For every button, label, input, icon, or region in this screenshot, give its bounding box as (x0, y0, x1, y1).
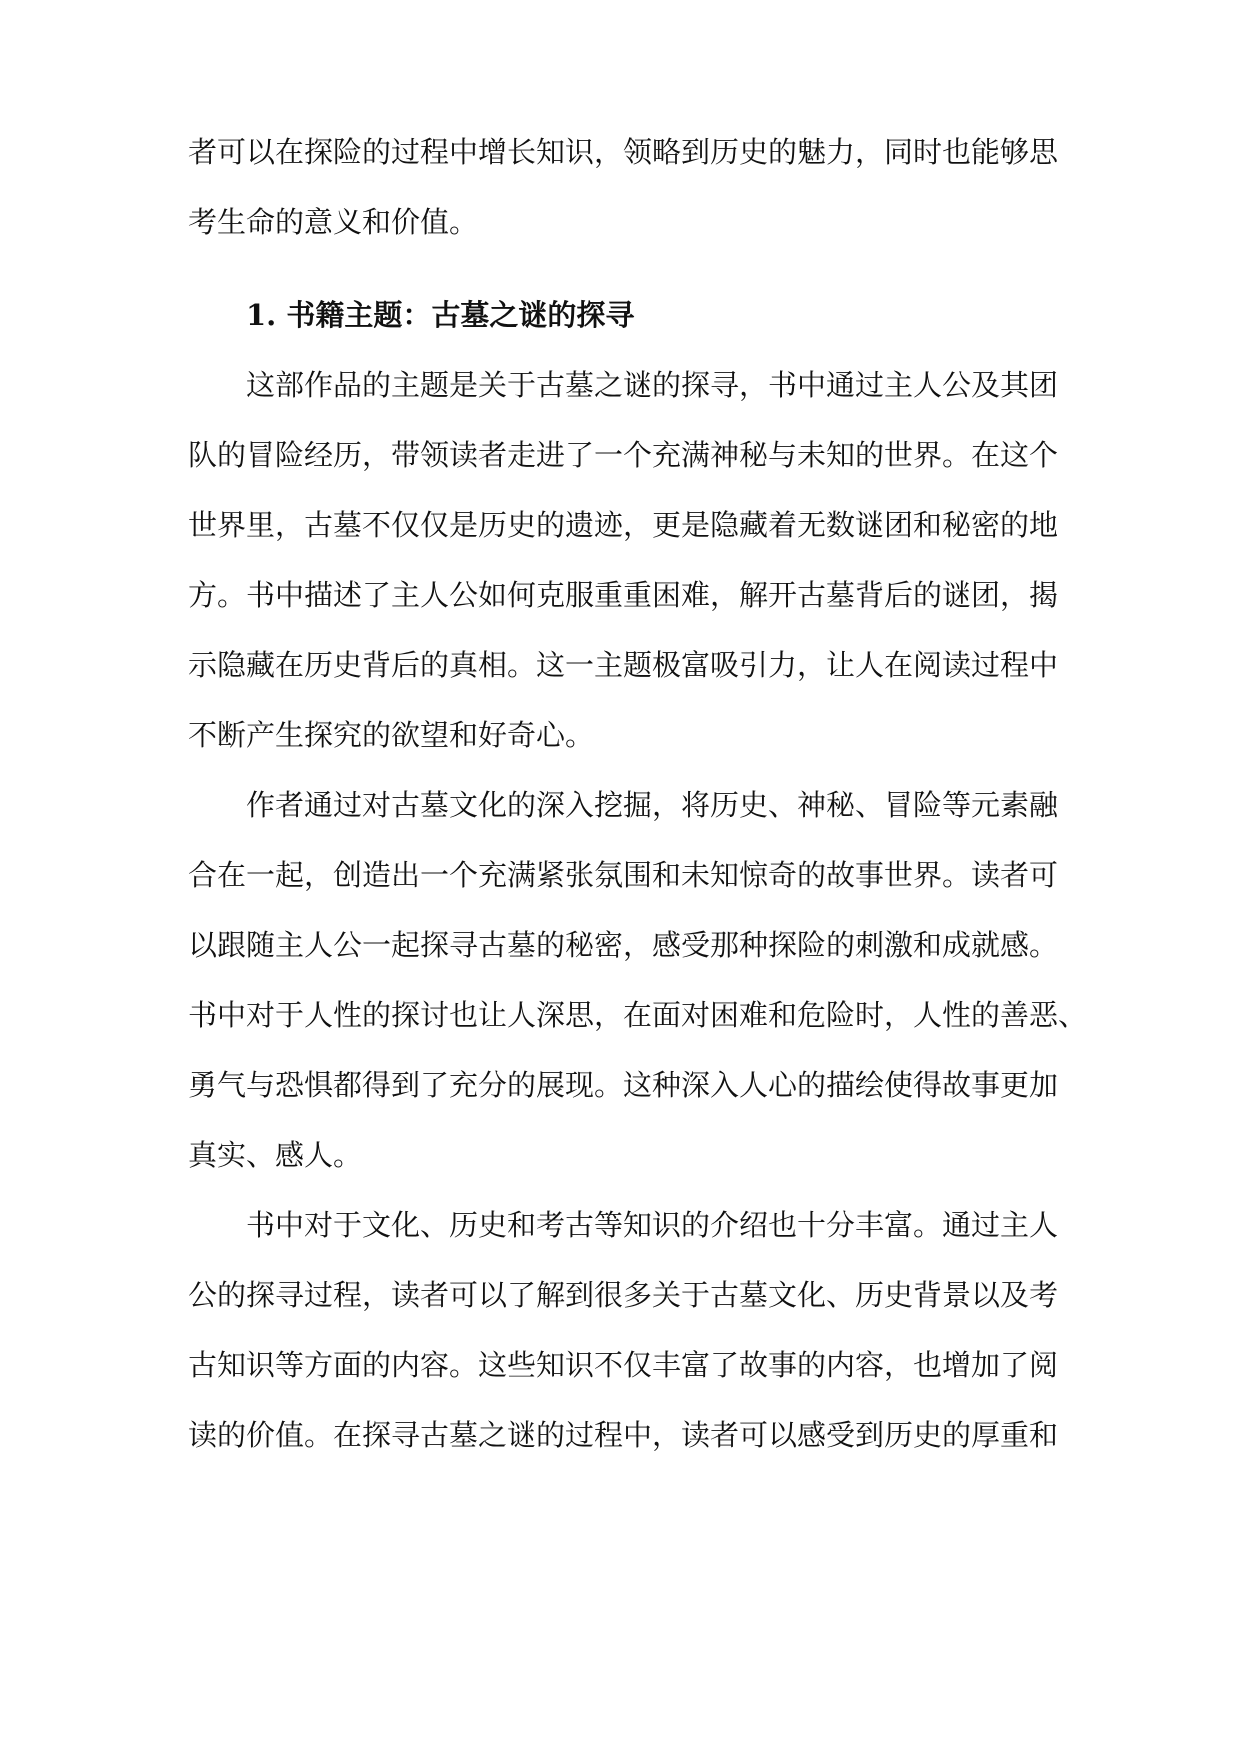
text-line: 不断产生探究的欲望和好奇心。 (188, 718, 595, 752)
text-line: 公的探寻过程，读者可以了解到很多关于古墓文化、历史背景以及考 (188, 1278, 1059, 1312)
text-line: 队的冒险经历，带领读者走进了一个充满神秘与未知的世界。在这个 (188, 438, 1059, 472)
text-line: 合在一起，创造出一个充满紧张氛围和未知惊奇的故事世界。读者可 (188, 858, 1059, 892)
text-line: 以跟随主人公一起探寻古墓的秘密，感受那种探险的刺激和成就感。 (188, 928, 1059, 962)
text-line: 者可以在探险的过程中增长知识，领略到历史的魅力，同时也能够思 (188, 135, 1059, 169)
text-line: 这部作品的主题是关于古墓之谜的探寻，书中通过主人公及其团 (246, 368, 1059, 402)
text-line: 真实、感人。 (188, 1138, 363, 1172)
section-heading: 1. 书籍主题：古墓之谜的探寻 (246, 298, 635, 332)
text-line: 书中对于文化、历史和考古等知识的介绍也十分丰富。通过主人 (246, 1208, 1059, 1242)
text-line: 勇气与恐惧都得到了充分的展现。这种深入人心的描绘使得故事更加 (188, 1068, 1059, 1102)
text-line: 考生命的意义和价值。 (188, 205, 479, 239)
text-line: 示隐藏在历史背后的真相。这一主题极富吸引力，让人在阅读过程中 (188, 648, 1059, 682)
text-line: 古知识等方面的内容。这些知识不仅丰富了故事的内容，也增加了阅 (188, 1348, 1059, 1382)
text-line: 方。书中描述了主人公如何克服重重困难，解开古墓背后的谜团，揭 (188, 578, 1059, 612)
text-line: 世界里，古墓不仅仅是历史的遗迹，更是隐藏着无数谜团和秘密的地 (188, 508, 1059, 542)
text-line: 作者通过对古墓文化的深入挖掘，将历史、神秘、冒险等元素融 (246, 788, 1059, 822)
text-line: 读的价值。在探寻古墓之谜的过程中，读者可以感受到历史的厚重和 (188, 1418, 1059, 1452)
text-line: 书中对于人性的探讨也让人深思，在面对困难和危险时，人性的善恶、 (188, 998, 1088, 1032)
